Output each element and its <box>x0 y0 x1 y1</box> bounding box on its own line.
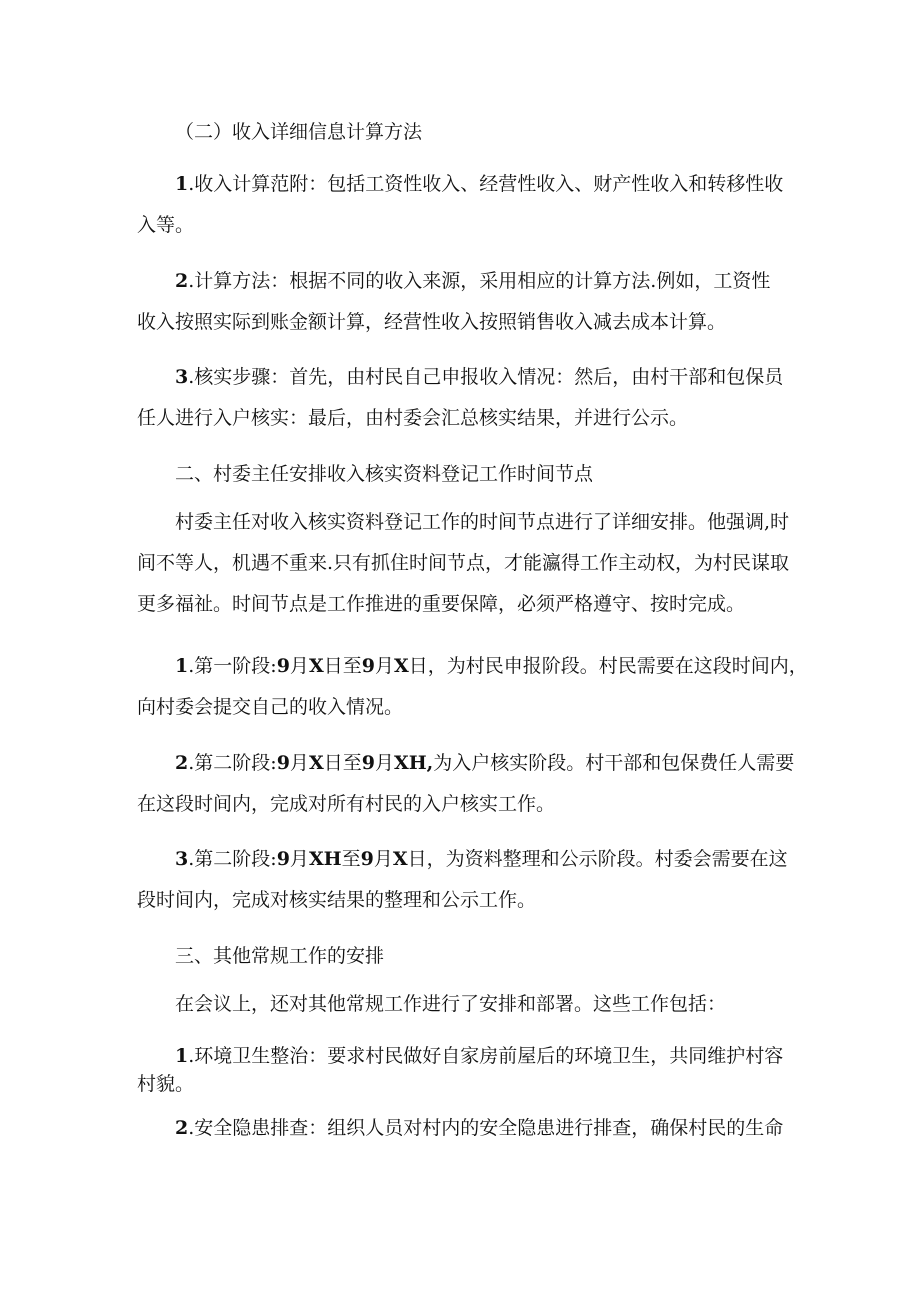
stage-1 <box>137 646 808 728</box>
stage-description: 日，为村民申报阶段。村民需要在这段时间内， <box>408 655 808 677</box>
start-day-placeholder: X <box>308 752 324 774</box>
end-day-placeholder: X <box>393 655 409 677</box>
start-month-number: 9 <box>276 848 290 870</box>
end-month-number: 9 <box>361 752 375 774</box>
month-char: 月 <box>289 848 309 870</box>
stage-3 <box>137 839 788 921</box>
start-month-number: 9 <box>276 655 290 677</box>
income-item-3 <box>137 357 785 439</box>
intro-line-1: 村委主任对收入核实资料登记工作的时间节点进行了详细安排。他强调,时 <box>175 511 790 533</box>
task-number: 2 <box>175 1117 189 1139</box>
item-text-continued: 收入按照实际到账金额计算，经营性收入按照销售收入减去成本计算。 <box>137 311 727 333</box>
stage-number: 3 <box>175 848 189 870</box>
income-item-1 <box>137 164 785 246</box>
month-char: 月 <box>374 752 394 774</box>
item-number: 3 <box>175 366 189 388</box>
end-month-number: 9 <box>361 655 375 677</box>
item-text-continued: 任人进行入户核实：最后，由村委会汇总核实结果，并进行公示。 <box>137 407 689 429</box>
start-day-placeholder: XH <box>308 848 342 870</box>
stage-label: .第二阶段: <box>188 848 277 870</box>
intro-line-2: 间不等人，机遇不重来.只有抓住时间节点，才能瀛得工作主动权，为村民谋取 <box>137 552 790 574</box>
item-text: .收入计算范附：包括工资性收入、经营性收入、财产性收入和转移性收 <box>188 173 784 195</box>
item-number: 2 <box>175 270 189 292</box>
section-two-heading <box>137 454 785 495</box>
stage-label: .第一阶段: <box>188 655 277 677</box>
task-item-1 <box>137 1042 785 1098</box>
stage-number: 1 <box>175 655 189 677</box>
stage-description: 为入户核实阶段。村干部和包保费任人需要 <box>433 752 795 774</box>
stage-description-continued: 段时间内，完成对核实结果的整理和公示工作。 <box>137 889 537 911</box>
month-char: 月 <box>373 848 393 870</box>
subsection-heading-text: （二）收入详细信息计算方法 <box>175 121 423 143</box>
task-text: .环境卫生整治：要求村民做好自家房前屋后的环境卫生，共同维护村容 <box>188 1045 784 1067</box>
task-number: 1 <box>175 1045 189 1067</box>
stage-description: 日，为资料整理和公示阶段。村委会需要在这 <box>407 848 788 870</box>
task-text-continued: 村貌。 <box>137 1073 195 1095</box>
subsection-heading <box>175 112 823 153</box>
item-number: 1 <box>175 173 189 195</box>
section-three-intro <box>137 984 785 1025</box>
section-two-heading-text: 二、村委主任安排收入核实资料登记工作时间节点 <box>175 463 594 485</box>
item-text: .计算方法：根据不同的收入来源，采用相应的计算方法.例如，工资性 <box>188 270 771 292</box>
start-month-number: 9 <box>276 752 290 774</box>
section-two-intro <box>137 502 790 625</box>
item-text: .核实步骤：首先，由村民自己申报收入情况：然后，由村干部和包保员 <box>188 366 784 388</box>
end-day-placeholder: X <box>392 848 408 870</box>
start-day-placeholder: X <box>308 655 324 677</box>
month-char: 月 <box>374 655 394 677</box>
range-connector: 至 <box>341 848 361 870</box>
range-connector: 日至 <box>323 655 362 677</box>
end-month-number: 9 <box>360 848 374 870</box>
range-connector: 日至 <box>323 752 362 774</box>
stage-description-continued: 在这段时间内，完成对所有村民的入户核实工作。 <box>137 793 556 815</box>
end-day-placeholder: XH, <box>393 752 434 774</box>
item-text-continued: 入等。 <box>137 214 195 236</box>
stage-number: 2 <box>175 752 189 774</box>
stage-2 <box>137 743 795 825</box>
month-char: 月 <box>289 752 309 774</box>
stage-label: .第二阶段: <box>188 752 277 774</box>
task-text: .安全隐患排查：组织人员对村内的安全隐患进行排查，确保村民的生命 <box>188 1117 784 1139</box>
intro-line-3: 更多福祉。时间节点是工作推进的重要保障，必须严格遵守、按时完成。 <box>137 593 746 615</box>
section-three-intro-text: 在会议上，还对其他常规工作进行了安排和部署。这些工作包括： <box>175 993 727 1015</box>
task-item-2 <box>137 1108 785 1149</box>
section-three-heading-text: 三、其他常规工作的安排 <box>175 945 385 967</box>
income-item-2 <box>137 261 785 343</box>
section-three-heading <box>137 936 785 977</box>
month-char: 月 <box>289 655 309 677</box>
stage-description-continued: 向村委会提交自己的收入情况。 <box>137 696 404 718</box>
